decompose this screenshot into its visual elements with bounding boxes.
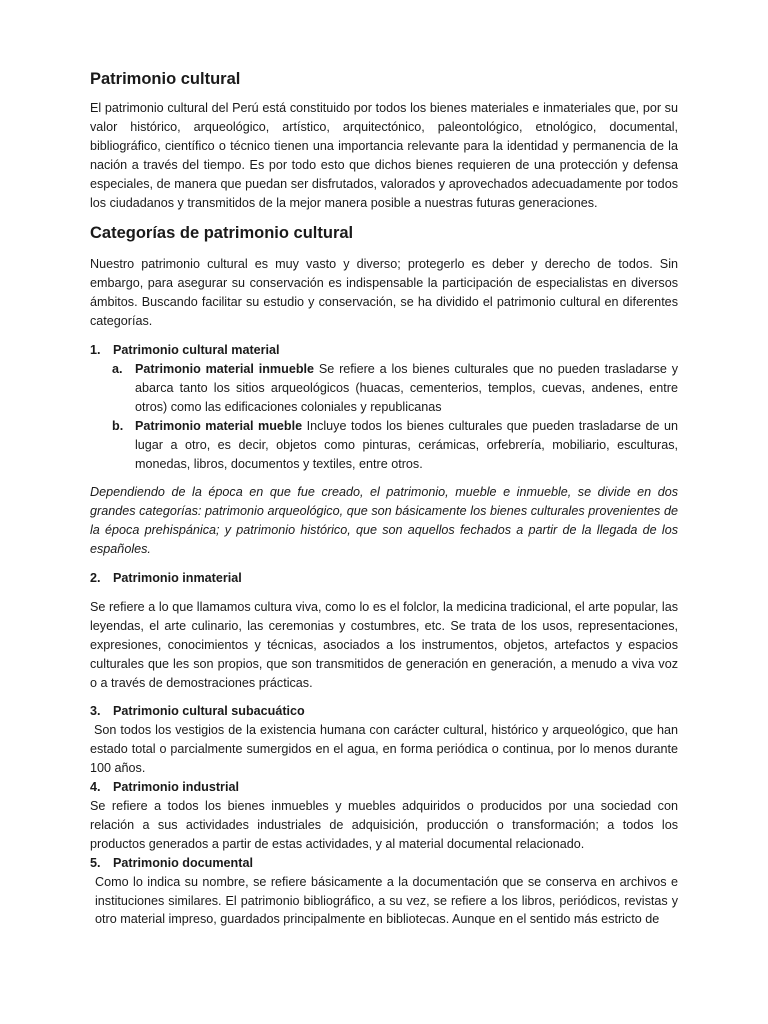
list-heading: Patrimonio inmaterial	[113, 571, 242, 586]
list-heading: Patrimonio documental	[113, 855, 253, 870]
list-number: 1.	[90, 343, 101, 358]
industrial-paragraph: Se refiere a todos los bienes inmuebles y muebles adquiridos o producidos por una sociedad con relación a sus actividades industriales de adquisición, producción o transformación; a todos los productos generados a partir de estas actividades, y al material documental relacionado.	[90, 799, 678, 851]
list-item-4-heading	[90, 778, 678, 797]
subacuatico-paragraph: Son todos los vestigios de la existencia humana con carácter cultural, histórico y arqueológico, que han estado total o parcialmente sumergidos en el agua, en forma periódica o continua, por lo menos durante 100 años.	[90, 723, 682, 776]
list-item-3-heading	[90, 702, 678, 721]
documental-paragraph: Como lo indica su nombre, se refiere básicamente a la documentación que se conserva en archivos e instituciones similares. El patrimonio bibliográfico, a su vez, se refiere a los libros, periódicos, revistas y otro material impreso, guardados principalmente en bibliotecas. Aunque en el sentido más estricto de	[95, 874, 678, 927]
categorias-paragraph: Nuestro patrimonio cultural es muy vasto y diverso; protegerlo es deber y derecho de todos. Sin embargo, para asegurar su conservación es indispensable la participación de especialistas en diversos ámbitos. Buscando facilitar su estudio y conservación, se ha dividido el patrimonio cultural en diferentes categorías.	[90, 257, 678, 329]
sub-letter: b.	[112, 418, 124, 433]
sub-item-a	[90, 360, 678, 417]
list-number: 5.	[90, 855, 101, 870]
list-heading: Patrimonio cultural material	[113, 343, 280, 358]
sub-bold-term: Patrimonio material inmueble	[135, 361, 315, 376]
list-item-2-heading	[90, 569, 678, 588]
intro-paragraph: El patrimonio cultural del Perú está constituido por todos los bienes materiales e inmateriales que, por su valor histórico, arqueológico, artístico, arquitectónico, paleontológico, etnológico, documental, bibliográfico, científico o técnico tienen una importancia relevante para la identidad y permanencia de la nación a través del tiempo. Es por todo esto que dichos bienes requieren de una protección y defensa especiales, de manera que puedan ser disfrutados, valorados y aprovechados adecuadamente por todos los ciudadanos y transmitidos de la mejor manera posible a nuestras futuras generaciones.	[90, 101, 678, 210]
sub-item-b	[90, 417, 678, 474]
sub-text	[135, 417, 678, 474]
sub-description: Incluye todos los bienes culturales que pueden trasladarse de un lugar a otro, es decir, objetos como pinturas, cerámicas, orfebrería, mobiliario, esculturas, monedas, libros, documentos y textiles, entre otros.	[135, 418, 678, 471]
list-number: 4.	[90, 780, 101, 795]
section-title-patrimonio: Patrimonio cultural	[90, 70, 241, 88]
list-item-1-heading	[90, 341, 678, 360]
sub-text	[135, 360, 678, 417]
list-number: 2.	[90, 571, 101, 586]
italic-paragraph: Dependiendo de la época en que fue creado, el patrimonio, mueble e inmueble, se divide en dos grandes categorías: patrimonio arqueológico, que son básicamente los bienes culturales provenientes de la época prehispánica; y patrimonio histórico, que son aquellos fechados a partir de la llegada de los españoles.	[90, 485, 678, 557]
section-title-categorias: Categorías de patrimonio cultural	[90, 224, 354, 243]
sub-bold-term: Patrimonio material mueble	[135, 418, 303, 433]
inmaterial-paragraph: Se refiere a lo que llamamos cultura viva, como lo es el folclor, la medicina tradicional, el arte popular, las leyendas, el arte culinario, las ceremonias y costumbres, etc. Se trata de los usos, representaciones, expresiones, conocimientos y técnicas, asociados a los instrumentos, objetos, artefactos y espacios culturales que les son propios, que son transmitidos de generación en generación, a menudo a viva voz o a través de demostraciones prácticas.	[90, 599, 678, 690]
list-heading: Patrimonio cultural subacuático	[113, 704, 305, 719]
list-item-5-heading	[90, 854, 678, 873]
list-number: 3.	[90, 704, 101, 719]
sub-letter: a.	[112, 361, 123, 376]
sub-description: Se refiere a los bienes culturales que no pueden trasladarse y abarca tanto los sitios arqueológicos (huacas, cementerios, templos, cuevas, andenes, entre otros) como las edificaciones coloniales y republicanas	[135, 361, 679, 414]
list-heading: Patrimonio industrial	[113, 780, 239, 795]
